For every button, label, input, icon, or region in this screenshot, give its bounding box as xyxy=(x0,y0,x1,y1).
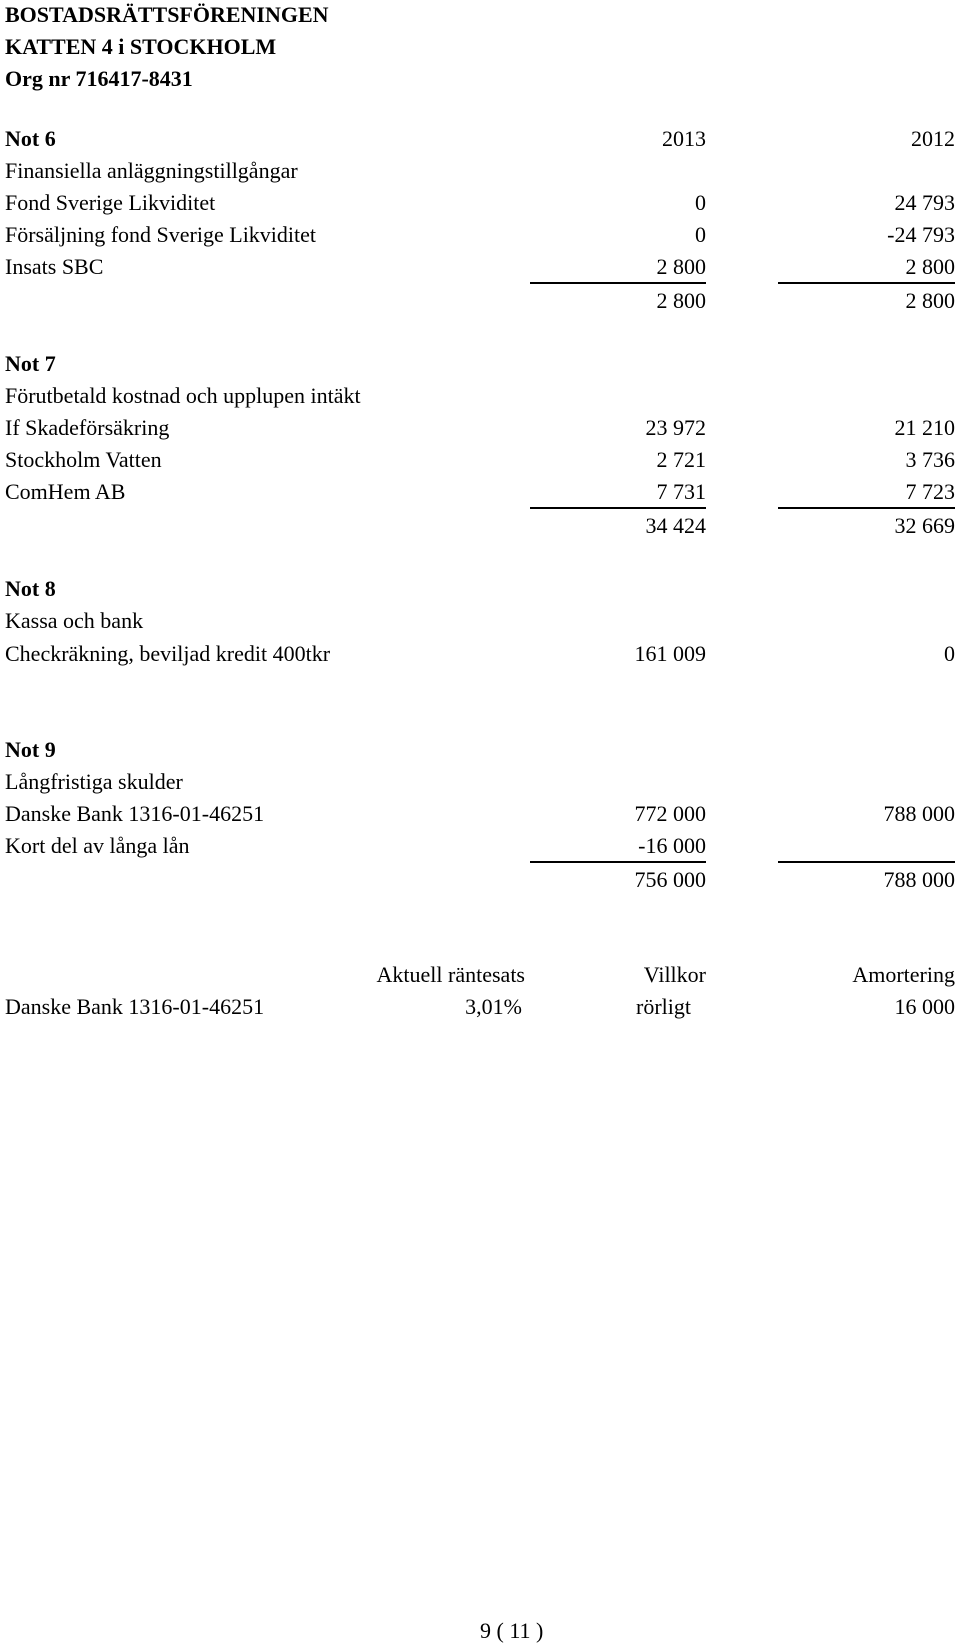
note6-row-label: Insats SBC xyxy=(5,254,104,279)
note9-row-label: Kort del av långa lån xyxy=(5,833,190,858)
note6-sum-line-2013 xyxy=(530,282,706,284)
loan-row-terms: rörligt xyxy=(636,994,691,1019)
loan-header-amortization: Amortering xyxy=(852,962,955,987)
note6-row-value-2013: 0 xyxy=(695,190,706,215)
note6-total-2013: 2 800 xyxy=(656,288,706,313)
note6-title: Not 6 xyxy=(5,126,56,151)
note7-sum-line-2013 xyxy=(530,507,706,509)
note7-sum-line-2012 xyxy=(778,507,955,509)
note6-row-value-2012: 24 793 xyxy=(894,190,955,215)
loan-row-amortization: 16 000 xyxy=(894,994,955,1019)
note9-sum-line-2012 xyxy=(778,861,955,863)
loan-header-rate: Aktuell räntesats xyxy=(376,962,525,987)
note7-row-value-2012: 21 210 xyxy=(894,415,955,440)
note7-row-value-2012: 7 723 xyxy=(905,479,955,504)
note7-subtitle: Förutbetald kostnad och upplupen intäkt xyxy=(5,383,361,408)
note6-total-2012: 2 800 xyxy=(905,288,955,313)
org-number: Org nr 716417-8431 xyxy=(5,66,193,91)
note9-title: Not 9 xyxy=(5,737,56,762)
note9-sum-line-2013 xyxy=(530,861,706,863)
note6-year1: 2013 xyxy=(662,126,706,151)
association-name: BOSTADSRÄTTSFÖRENINGEN xyxy=(5,2,329,27)
note7-row-label: If Skadeförsäkring xyxy=(5,415,170,440)
loan-row-rate: 3,01% xyxy=(465,994,522,1019)
note9-subtitle: Långfristiga skulder xyxy=(5,769,183,794)
note7-title: Not 7 xyxy=(5,351,56,376)
note8-row-label: Checkräkning, beviljad kredit 400tkr xyxy=(5,641,331,666)
note6-subtitle: Finansiella anläggningstillgångar xyxy=(5,158,298,183)
note8-row-value-2013: 161 009 xyxy=(634,641,706,666)
note6-sum-line-2012 xyxy=(778,282,955,284)
note9-row-label: Danske Bank 1316-01-46251 xyxy=(5,801,265,826)
note6-row-value-2013: 2 800 xyxy=(656,254,706,279)
note7-row-value-2013: 2 721 xyxy=(656,447,706,472)
loan-header-terms: Villkor xyxy=(643,962,706,987)
note6-row-value-2012: -24 793 xyxy=(887,222,955,247)
note6-row-label: Försäljning fond Sverige Likviditet xyxy=(5,222,317,247)
property-name: KATTEN 4 i STOCKHOLM xyxy=(5,34,277,59)
note7-total-2012: 32 669 xyxy=(894,513,955,538)
note9-row-value-2012: 788 000 xyxy=(883,801,955,826)
note8-subtitle: Kassa och bank xyxy=(5,608,144,633)
note6-row-value-2012: 2 800 xyxy=(905,254,955,279)
page-number: 9 ( 11 ) xyxy=(480,1618,544,1643)
note7-row-value-2013: 23 972 xyxy=(645,415,706,440)
note9-total-2013: 756 000 xyxy=(634,867,706,892)
note6-row-value-2013: 0 xyxy=(695,222,706,247)
note8-title: Not 8 xyxy=(5,576,56,601)
note9-row-value-2013: 772 000 xyxy=(634,801,706,826)
note7-row-value-2012: 3 736 xyxy=(905,447,955,472)
note6-year2: 2012 xyxy=(911,126,955,151)
note7-row-label: Stockholm Vatten xyxy=(5,447,162,472)
note9-row-value-2013: -16 000 xyxy=(638,833,706,858)
note7-row-label: ComHem AB xyxy=(5,479,126,504)
loan-row-label: Danske Bank 1316-01-46251 xyxy=(5,994,265,1019)
note9-total-2012: 788 000 xyxy=(883,867,955,892)
note8-row-value-2012: 0 xyxy=(944,641,955,666)
note7-row-value-2013: 7 731 xyxy=(656,479,706,504)
note7-total-2013: 34 424 xyxy=(645,513,706,538)
note6-row-label: Fond Sverige Likviditet xyxy=(5,190,216,215)
